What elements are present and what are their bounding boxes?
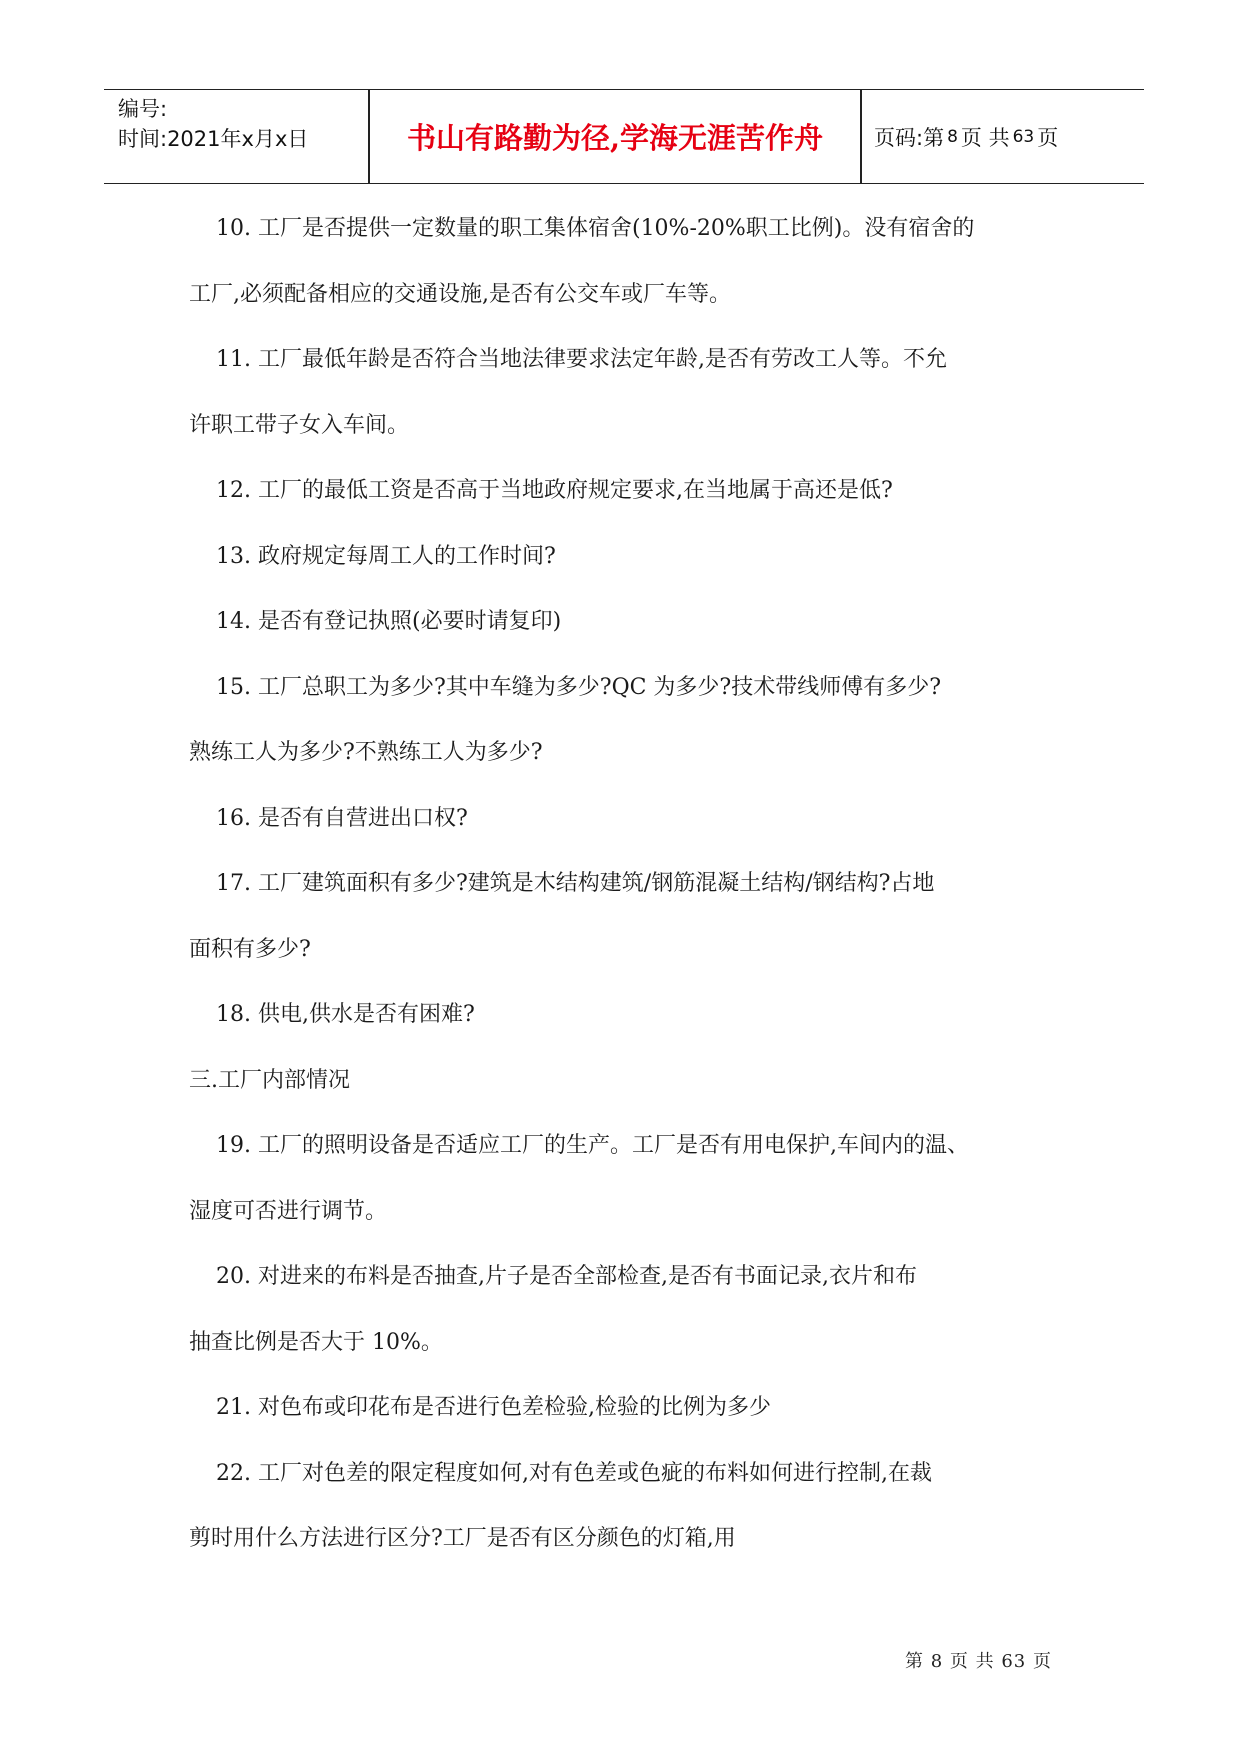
page-footer: 第 8 页 共 63 页 — [905, 1651, 1052, 1672]
page-middle: 页 共 — [960, 125, 1010, 150]
text-line: 湿度可否进行调节。 — [189, 1198, 388, 1224]
text-line: 14. 是否有登记执照(必要时请复印) — [216, 609, 562, 634]
text-line: 工厂,必须配备相应的交通设施,是否有公交车或厂车等。 — [189, 281, 731, 307]
page-prefix: 页码:第 — [874, 125, 945, 150]
text-line: 13. 政府规定每周工人的工作时间? — [216, 543, 556, 569]
text-line: 21. 对色布或印花布是否进行色差检验,检验的比例为多少 — [216, 1395, 771, 1420]
page-total: 63 — [1012, 126, 1035, 147]
header-divider — [860, 90, 862, 183]
text-line: 18. 供电,供水是否有困难? — [216, 1002, 475, 1027]
text-line: 许职工带子女入车间。 — [189, 412, 410, 438]
text-line: 12. 工厂的最低工资是否高于当地政府规定要求,在当地属于高还是低? — [216, 478, 893, 503]
text-line: 剪时用什么方法进行区分?工厂是否有区分颜色的灯箱,用 — [189, 1526, 736, 1551]
text-line: 面积有多少? — [189, 936, 311, 962]
document-body — [189, 216, 1059, 1592]
header-motto: 书山有路勤为径,学海无涯苦作舟 — [406, 121, 824, 155]
text-line: 15. 工厂总职工为多少?其中车缝为多少?QC 为多少?技术带线师傅有多少? — [216, 674, 942, 700]
section-heading: 三.工厂内部情况 — [189, 1067, 350, 1093]
serial-number-label: 编号: — [118, 97, 168, 121]
page-header — [104, 89, 1144, 184]
text-line: 11. 工厂最低年龄是否符合当地法律要求法定年龄,是否有劳改工人等。不允 — [216, 347, 947, 372]
header-page-info — [874, 90, 1058, 183]
text-line: 熟练工人为多少?不熟练工人为多少? — [189, 740, 543, 765]
page-current: 8 — [947, 126, 958, 147]
header-meta — [118, 94, 368, 154]
time-label: 时间:2021年x月x日 — [118, 127, 309, 151]
text-line: 19. 工厂的照明设备是否适应工厂的生产。工厂是否有用电保护,车间内的温、 — [216, 1133, 969, 1158]
text-line: 16. 是否有自营进出口权? — [216, 805, 468, 831]
text-line: 抽查比例是否大于 10%。 — [189, 1329, 443, 1355]
text-line: 22. 工厂对色差的限定程度如何,对有色差或色疵的布料如何进行控制,在裁 — [216, 1460, 932, 1486]
text-line: 20. 对进来的布料是否抽查,片子是否全部检查,是否有书面记录,衣片和布 — [216, 1264, 917, 1289]
page-suffix: 页 — [1037, 125, 1059, 150]
text-line: 17. 工厂建筑面积有多少?建筑是木结构建筑/钢筋混凝土结构/钢结构?占地 — [216, 871, 935, 896]
text-line: 10. 工厂是否提供一定数量的职工集体宿舍(10%-20%职工比例)。没有宿舍的 — [216, 216, 975, 241]
